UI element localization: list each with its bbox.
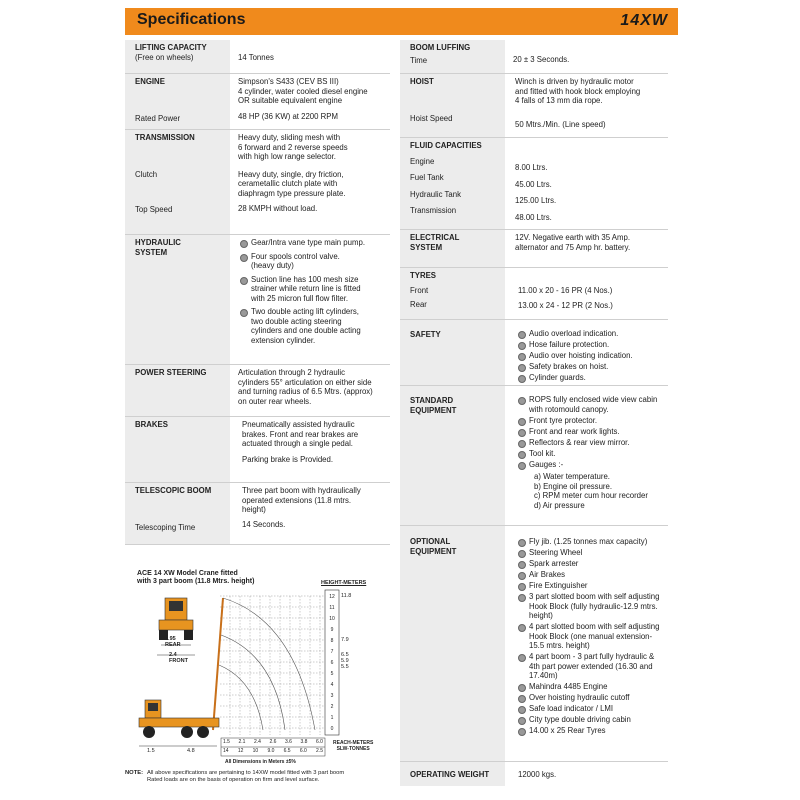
list-item: Audio overload indication. (518, 329, 668, 339)
spec-heading: TRANSMISSION (135, 133, 195, 142)
spec-value: 28 KMPH without load. (238, 204, 318, 213)
spec-heading: ENGINE (135, 77, 165, 86)
spec-value: 13.00 x 24 - 12 PR (2 Nos.) (518, 300, 613, 310)
height-axis-label: HEIGHT-METERS (321, 580, 367, 586)
list-item: 3 part slotted boom with self adjusting Hook Block (fully hydraulic-12.9 mtrs. height) (518, 592, 668, 621)
slw-row (223, 748, 323, 754)
height-grid (220, 596, 325, 735)
slw-cell: 14 (223, 748, 229, 754)
spec-heading: HOIST (410, 77, 434, 86)
gauge-item: c) RPM meter cum hour recorder (534, 491, 648, 500)
list-item: Fly jib. (1.25 tonnes max capacity) (518, 537, 668, 547)
spec-row-standard-equipment (400, 386, 668, 526)
spec-row-transmission (125, 130, 390, 235)
list-item: Cylinder guards. (518, 373, 668, 383)
slw-cell: 9.0 (267, 748, 275, 754)
height-tick: 5 (330, 671, 334, 677)
spec-heading: LIFTING CAPACITY (135, 43, 207, 52)
spec-value: 20 ± 3 Seconds. (513, 55, 570, 64)
list-item: Tool kit. (518, 449, 668, 459)
dimension-value: 1.5 (147, 748, 155, 754)
spec-heading: TELESCOPIC BOOM (135, 486, 212, 495)
spec-value: Articulation through 2 hydraulic cylinders 55° articulation on either side and turning radius of 6.5 Mtrs. (approx) on outer rear wheels. (238, 368, 373, 406)
boom-arm (213, 598, 223, 730)
list-item: Safety brakes on hoist. (518, 362, 668, 372)
list-item: Front and rear work lights. (518, 427, 668, 437)
diagram-title: ACE 14 XW Model Crane fitted with 3 part boom (11.8 Mtrs. height) (137, 570, 255, 586)
spec-value: 14 Tonnes (238, 53, 274, 62)
height-tick: 11 (329, 605, 335, 611)
height-tick: 9 (330, 627, 334, 633)
spec-row-fluid-capacities (400, 138, 668, 230)
slw-cell: 2.5 (316, 748, 323, 754)
spec-sublabel: Telescoping Time (135, 522, 196, 532)
spec-sublabel: Hoist Speed (410, 113, 453, 123)
left-spec-column (125, 40, 390, 550)
list-item: Four spools control valve. (heavy duty) (240, 252, 390, 271)
spec-value: Winch is driven by hydraulic motor and fitted with hook block employing 4 falls of 13 mm dia rope. (515, 77, 641, 105)
reach-axis-label: REACH-METERS SLW-TONNES (333, 740, 374, 752)
spec-heading: OPERATING WEIGHT (410, 770, 490, 779)
spec-row-engine (125, 74, 390, 130)
spec-heading: FLUID CAPACITIES (410, 141, 482, 150)
spec-value: 125.00 Ltrs. (515, 196, 557, 205)
spec-heading: POWER STEERING (135, 368, 207, 377)
list-item: Steering Wheel (518, 548, 668, 558)
height-mark: 6.5 (341, 652, 349, 658)
height-tick: 12 (329, 594, 335, 600)
height-tick: 7 (330, 649, 334, 655)
list-item: Mahindra 4485 Engine (518, 682, 668, 692)
crane-side-view (139, 700, 219, 738)
crane-load-chart (125, 560, 390, 775)
spec-value: 45.00 Ltrs. (515, 179, 552, 189)
model-name: 14XW (620, 12, 668, 29)
dimension-rear (165, 636, 181, 648)
reach-cell: 2.6 (269, 739, 277, 745)
dimension-note: All Dimensions in Meters ±5% (225, 759, 296, 765)
spec-heading: OPTIONAL EQUIPMENT (410, 537, 457, 556)
list-item: Front tyre protector. (518, 416, 668, 426)
list-item: City type double driving cabin (518, 715, 668, 725)
spec-sublabel: Time (410, 55, 428, 65)
height-mark: 11.8 (341, 593, 352, 599)
list-item: Over hoisting hydraulic cutoff (518, 693, 668, 703)
list-item: Two double acting lift cylinders, two double acting steering cylinders and one double acting extension cylinder. (240, 307, 390, 345)
spec-row-boom-luffing (400, 40, 668, 74)
spec-sublabel: Fuel Tank (410, 173, 444, 182)
page-title: Specifications (137, 11, 246, 28)
reach-cell: 6.0 (316, 739, 323, 745)
list-item: 14.00 x 25 Rear Tyres (518, 726, 668, 736)
note-line: All above specifications are pertaining to 14XW model fitted with 3 part boom (147, 770, 345, 776)
list-item: Gear/Intra vane type main pump. (240, 238, 390, 248)
list-item: Fire Extinguisher (518, 581, 668, 591)
spec-value: 12000 kgs. (518, 770, 557, 779)
footnote (125, 770, 390, 784)
spec-heading: ELECTRICAL SYSTEM (410, 233, 460, 252)
slw-cell: 12 (237, 748, 244, 754)
height-mark: 5.5 (341, 664, 349, 670)
spec-sublabel: Transmission (410, 206, 457, 215)
spec-heading: SAFETY (410, 330, 441, 339)
slw-cell: 10 (252, 748, 259, 754)
gauge-item: a) Water temperature. (534, 472, 610, 481)
list-item: 4 part slotted boom with self adjusting Hook Block (one manual extension- 15.5 mtrs. height) (518, 622, 668, 651)
height-tick: 3 (330, 693, 334, 699)
height-mark: 7.9 (341, 637, 349, 643)
slw-cell: 6.5 (283, 748, 291, 754)
spec-heading: BRAKES (135, 420, 168, 429)
height-tick: 1 (330, 715, 334, 721)
gauge-item: d) Air pressure (534, 500, 585, 510)
spec-sublabel: Rear (410, 300, 427, 309)
spec-value: Simpson's S433 (CEV BS III) 4 cylinder, water cooled diesel engine OR suitable equivalent engine (238, 77, 368, 105)
spec-sublabel: Front (410, 285, 429, 295)
slw-cell: 6.0 (299, 748, 307, 754)
spec-value: Pneumatically assisted hydraulic brakes. Front and rear brakes are actuated through a single pedal. (242, 420, 359, 448)
dimension-label: FRONT (169, 658, 188, 664)
note-label: NOTE: (125, 770, 144, 776)
spec-row-hydraulic-system (125, 235, 390, 365)
spec-row-power-steering (125, 365, 390, 417)
list-item: Safe load indicator / LMI (518, 704, 668, 714)
dimension-front (169, 652, 188, 664)
spec-value: 12V. Negative earth with 35 Amp. alternator and 75 Amp hr. battery. (515, 233, 631, 252)
dimension-value: 1.95 (165, 636, 176, 642)
list-item: 4 part boom - 3 part fully hydraulic & 4th part power extended (16.30 and 17.40m) (518, 652, 668, 681)
height-tick: 0 (330, 726, 334, 732)
list-item: Spark arrester (518, 559, 668, 569)
spec-sublabel: Top Speed (135, 205, 173, 214)
spec-sublabel: Hydraulic Tank (410, 189, 461, 199)
spec-sublabel: Rated Power (135, 113, 181, 123)
dimension-value: 4.8 (187, 748, 195, 754)
list-item: Audio over hoisting indication. (518, 351, 668, 361)
list-item: Hose failure protection. (518, 340, 668, 350)
height-tick: 6 (330, 660, 334, 666)
spec-value: 14 Seconds. (242, 519, 286, 529)
spec-row-lifting-capacity (125, 40, 390, 74)
crane-rear-view (159, 598, 193, 640)
spec-row-safety (400, 320, 668, 386)
height-tick: 10 (329, 616, 335, 622)
reach-row (223, 739, 323, 745)
spec-row-hoist (400, 74, 668, 138)
height-marks (341, 591, 351, 673)
reach-cell: 2.4 (254, 739, 261, 745)
spec-row-optional-equipment (400, 526, 668, 762)
spec-value: 8.00 Ltrs. (515, 163, 548, 172)
spec-value: Three part boom with hydraulically operated extensions (11.8 mtrs. height) (242, 486, 361, 514)
height-ticks (327, 592, 337, 735)
height-tick: 4 (330, 682, 334, 688)
list-item: Reflectors & rear view mirror. (518, 438, 668, 448)
gauge-item: b) Engine oil pressure. (534, 481, 613, 491)
spec-value: Parking brake is Provided. (242, 454, 334, 464)
list-item: Gauges :- (518, 460, 668, 470)
spec-subheading: (Free on wheels) (135, 52, 194, 62)
spec-sublabel: Engine (410, 156, 435, 166)
right-spec-column (400, 40, 668, 788)
spec-row-telescopic-boom (125, 483, 390, 545)
specs-header (125, 8, 678, 35)
note-line: Rated loads are on the basis of operation on firm and level surface. (147, 777, 320, 784)
spec-value: Heavy duty, sliding mesh with 6 forward and 2 reverse speeds with high low range selector. (238, 133, 348, 161)
spec-row-electrical-system (400, 230, 668, 268)
spec-heading: HYDRAULIC SYSTEM (135, 238, 181, 257)
spec-value: 50 Mtrs./Min. (Line speed) (515, 119, 606, 129)
reach-cell: 1.5 (223, 739, 230, 745)
list-item: Air Brakes (518, 570, 668, 580)
dimension-value: 2.4 (169, 652, 177, 658)
spec-value: 48.00 Ltrs. (515, 212, 552, 222)
list-item: ROPS fully enclosed wide view cabin with rotomould canopy. (518, 395, 668, 414)
reach-cell: 3.8 (300, 739, 308, 745)
height-tick: 2 (330, 704, 334, 710)
reach-cell: 3.6 (285, 739, 292, 745)
reach-cell: 2.1 (238, 739, 246, 745)
spec-value: 11.00 x 20 - 16 PR (4 Nos.) (518, 286, 613, 295)
spec-sublabel: Clutch (135, 169, 158, 179)
list-item: Suction line has 100 mesh size strainer while return line is fitted with 25 micron full flow filter. (240, 275, 390, 304)
height-mark: 5.9 (341, 658, 349, 664)
spec-heading: STANDARD EQUIPMENT (410, 396, 457, 415)
dimension-label: REAR (165, 642, 181, 648)
spec-row-tyres (400, 268, 668, 320)
spec-value: 48 HP (36 KW) at 2200 RPM (238, 111, 338, 121)
spec-value: Heavy duty, single, dry friction, cerametallic clutch plate with diaphragm type pressure plate. (238, 169, 346, 198)
height-tick: 8 (330, 638, 334, 644)
spec-heading: BOOM LUFFING (410, 43, 471, 52)
spec-heading: TYRES (410, 271, 436, 280)
spec-row-operating-weight (400, 762, 668, 786)
spec-row-brakes (125, 417, 390, 483)
